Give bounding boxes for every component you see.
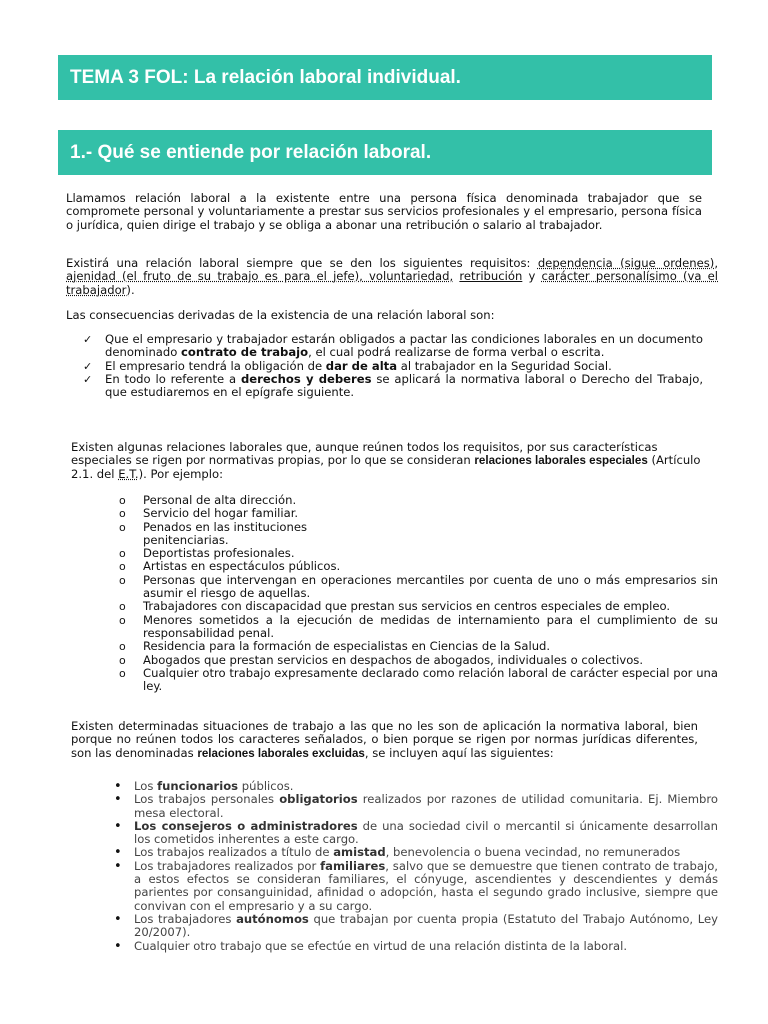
section-title: 1.- Qué se entiende por relación laboral. <box>70 141 432 163</box>
text: Menores sometidos a la ejecución de medidas de internamiento para el cumplimiento de su responsabilidad penal. <box>143 612 718 640</box>
text: , el cual podrá realizarse de forma verbal o escrita. <box>308 345 605 360</box>
text: Abogados que prestan servicios en despachos de abogados, individuales o colectivos. <box>143 652 644 667</box>
text: Cualquier otro trabajo expresamente declarado como relación laboral de carácter especial por una ley. <box>143 665 718 694</box>
intro-text-1: Llamamos relación laboral a la existente entre una persona física denominada trabajador que se compromete personal y voluntariamente a prestar sus servicios profesionales y el empresario, persona física o jurídica, quien dirige el trabajo y se obliga a abonar una retribución o salario al trabajador. <box>66 191 702 232</box>
text: Existen algunas relaciones laborales que, aunque reúnen todos los requisitos, por sus características especiales se rigen por normativas propias, por lo que se consideran <box>71 440 658 468</box>
text-bold: relaciones laborales especiales <box>474 454 648 468</box>
list-item <box>114 938 718 954</box>
list-item <box>83 371 704 400</box>
checkmark-icon: ✓ <box>83 333 93 346</box>
text: Trabajadores con discapacidad que prestan sus servicios en centros especiales de empleo. <box>143 599 671 614</box>
et-abbreviation: E.T. <box>118 466 139 481</box>
text-bold: Los consejeros o administradores <box>134 818 358 833</box>
text: (Artículo 2.1. del <box>71 453 701 481</box>
text-bold: funcionarios <box>157 779 239 793</box>
list-item <box>119 572 718 601</box>
text: Servicio del hogar familiar. <box>143 506 299 521</box>
text: al trabajador en la Seguridad Social. <box>397 358 612 373</box>
page-title-banner <box>58 55 712 100</box>
text: , salvo que se demuestre que tienen contrato de trabajo, a estos efectos se consideran familiares, el cónyuge, ascendientes y descendientes y demás parientes por consanguinidad, afinidad o adopción, hasta el segundo grado inclusive, siempre que convivan con el empresario y a su cargo. <box>134 858 718 913</box>
consequences-intro <box>66 309 706 322</box>
requirements-lead: Existirá una relación laboral siempre que se den los siguientes requisitos: <box>66 256 538 270</box>
text: Residencia para la formación de especialistas en Ciencias de la Salud. <box>143 639 551 654</box>
bullet-icon: • <box>114 858 122 874</box>
circle-bullet-icon: o <box>119 507 126 521</box>
sep: . <box>130 282 135 297</box>
consequences-list <box>83 332 704 400</box>
excluded-relations-intro <box>71 720 698 760</box>
sep: , <box>714 256 718 270</box>
special-relations-intro <box>71 441 701 481</box>
text: Que el empresario y trabajador estarán obligados a pactar las condiciones laborales en un documento denominado <box>105 332 703 360</box>
section-title-banner <box>58 130 712 175</box>
text: Existen determinadas situaciones de trabajo a las que no les son de aplicación la normativa laboral, bien porque no reúnen todos los caracteres señalados, o bien porque se rigen por normas jurídicas diferentes, son las denominadas <box>71 719 698 760</box>
circle-bullet-icon: o <box>119 653 126 667</box>
excluded-relations-list <box>114 779 719 954</box>
text: , benevolencia o buena vecindad, no remunerados <box>385 845 681 860</box>
circle-bullet-icon: o <box>119 560 126 574</box>
text-bold: derechos y deberes <box>241 371 372 386</box>
text-bold: amistad <box>333 845 386 860</box>
text: Cualquier otro trabajo que se efectúe en virtud de una relación distinta de la laboral. <box>134 938 628 953</box>
requirement-personalisimo: carácter personalísimo (va el trabajador) <box>66 269 719 297</box>
text: que trabajan por cuenta propia (Estatuto del Trabajo Autónomo, Ley 20/2007). <box>134 911 719 940</box>
text: públicos. <box>238 779 294 793</box>
list-item <box>114 845 718 861</box>
special-relations-list <box>119 493 718 694</box>
list-item <box>119 519 323 548</box>
bullet-icon: • <box>114 818 122 834</box>
list-item <box>119 506 718 521</box>
circle-bullet-icon: o <box>119 666 126 680</box>
circle-bullet-icon: o <box>119 640 126 654</box>
text: Deportistas profesionales. <box>143 546 295 561</box>
checkmark-icon: ✓ <box>83 372 93 386</box>
consequences-lead: Las consecuencias derivadas de la existencia de una relación laboral son: <box>66 308 495 322</box>
requirement-ajenidad: ajenidad (el fruto de su trabajo es para el jefe), voluntariedad, <box>66 269 454 284</box>
list-item <box>83 332 703 360</box>
requirement-retribucion: retribución <box>459 269 523 284</box>
text: ). Por ejemplo: <box>138 466 224 481</box>
list-item <box>119 612 718 641</box>
circle-bullet-icon: o <box>119 494 126 507</box>
text-bold: contrato de trabajo <box>181 345 309 360</box>
page-title: TEMA 3 FOL: La relación laboral individual. <box>70 66 461 88</box>
intro-paragraph-2 <box>66 257 718 297</box>
text-bold: relaciones laborales excluidas <box>197 746 365 760</box>
text: se aplicará la normativa laboral o Derecho del Trabajo, que estudiaremos en el epígrafe siguiente. <box>105 371 704 400</box>
list-item <box>114 779 718 794</box>
list-item <box>114 858 718 913</box>
list-item <box>119 599 718 614</box>
list-item <box>83 358 703 373</box>
list-item <box>114 911 719 940</box>
bullet-icon: • <box>114 792 122 808</box>
bullet-icon: • <box>114 938 122 954</box>
bullet-icon: • <box>114 845 122 861</box>
text-bold: familiares <box>320 858 386 873</box>
list-item <box>119 559 718 574</box>
list-item <box>119 652 718 667</box>
text: Los trabajadores realizados por <box>134 858 321 873</box>
text: realizados por razones de utilidad comunitaria. Ej. Miembro mesa electoral. <box>134 792 718 820</box>
circle-bullet-icon: o <box>119 520 126 534</box>
circle-bullet-icon: o <box>119 600 126 614</box>
text: Los trabajadores <box>134 911 237 926</box>
text: Penados en las instituciones penitenciarias. <box>143 519 308 547</box>
text-bold: obligatorios <box>279 792 358 807</box>
list-item <box>114 818 718 847</box>
text: de una sociedad civil o mercantil si únicamente desarrollan los cometidos inherentes a este cargo. <box>134 818 718 847</box>
list-item <box>119 546 718 561</box>
list-item <box>119 493 718 507</box>
text: Personal de alta dirección. <box>143 493 297 507</box>
bullet-icon: • <box>114 779 122 794</box>
text-bold: dar de alta <box>325 358 398 373</box>
sep: y <box>522 269 542 284</box>
text: El empresario tendrá la obligación de <box>105 358 326 373</box>
text: Los <box>134 779 158 793</box>
text: En todo lo referente a <box>105 371 241 386</box>
circle-bullet-icon: o <box>119 573 126 587</box>
text-bold: autónomos <box>236 911 309 926</box>
intro-paragraph-1 <box>66 192 702 232</box>
list-item <box>119 639 718 654</box>
text: , se incluyen aquí las siguientes: <box>364 745 554 760</box>
text: Personas que intervengan en operaciones mercantiles por cuenta de uno o más empresarios sin asumir el riesgo de aquellas. <box>143 572 718 601</box>
text: Artistas en espectáculos públicos. <box>143 559 341 574</box>
requirement-dependencia: dependencia (sigue ordenes) <box>537 256 715 270</box>
bullet-icon: • <box>114 911 122 927</box>
circle-bullet-icon: o <box>119 613 126 627</box>
checkmark-icon: ✓ <box>83 359 93 373</box>
circle-bullet-icon: o <box>119 547 126 561</box>
list-item <box>114 792 718 820</box>
text: Los trabajos personales <box>134 792 280 807</box>
list-item <box>119 665 718 694</box>
text: Los trabajos realizados a título de <box>134 845 334 860</box>
